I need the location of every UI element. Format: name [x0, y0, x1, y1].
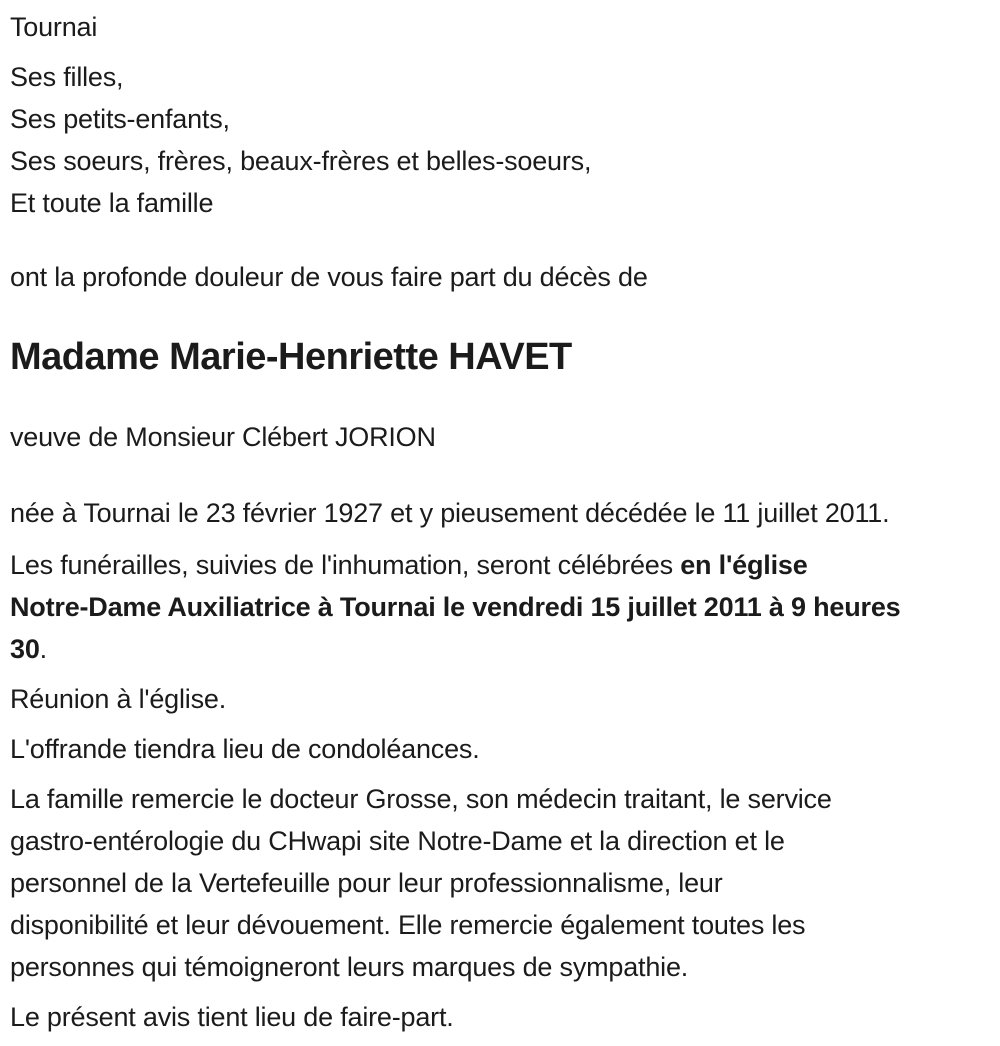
birth-death-line: née à Tournai le 23 février 1927 et y pieusement décédée le 11 juillet 2011.: [10, 498, 890, 528]
bold-text-segment: en l'église: [680, 550, 808, 580]
closing-line: Le présent avis tient lieu de faire-part.: [10, 1002, 454, 1032]
city-line: Tournai: [10, 12, 98, 42]
announcement-line: ont la profonde douleur de vous faire part du décès de: [10, 262, 648, 292]
meeting-line: Réunion à l'église.: [10, 684, 226, 714]
text-segment: .: [39, 634, 47, 664]
widow-line: veuve de Monsieur Clébert JORION: [10, 422, 436, 452]
text-line: [10, 586, 992, 628]
text-line: [10, 628, 992, 670]
thanks-paragraph: [10, 778, 992, 988]
text-line: Et toute la famille: [10, 188, 214, 218]
text-line: [10, 544, 992, 586]
text-line: Ses petits-enfants,: [10, 104, 230, 134]
bold-text-segment: Notre-Dame Auxiliatrice à Tournai le vendredi 15 juillet 2011 à 9 heures: [10, 592, 901, 622]
text-segment: Les funérailles, suivies de l'inhumation, seront célébrées: [10, 550, 681, 580]
bold-text-segment: 30: [10, 634, 40, 664]
text-line: disponibilité et leur dévouement. Elle remercie également toutes les: [10, 910, 806, 940]
offering-line: L'offrande tiendra lieu de condoléances.: [10, 734, 480, 764]
funeral-paragraph: [10, 544, 992, 670]
text-line: Ses filles,: [10, 62, 124, 92]
text-line: Ses soeurs, frères, beaux-frères et belles-soeurs,: [10, 146, 592, 176]
text-line: La famille remercie le docteur Grosse, son médecin traitant, le service: [10, 784, 832, 814]
family-list: [10, 56, 992, 224]
deceased-name-heading: Madame Marie-Henriette HAVET: [10, 336, 572, 378]
text-line: personnel de la Vertefeuille pour leur professionnalisme, leur: [10, 868, 723, 898]
text-line: gastro-entérologie du CHwapi site Notre-Dame et la direction et le: [10, 826, 785, 856]
text-line: personnes qui témoigneront leurs marques de sympathie.: [10, 952, 689, 982]
